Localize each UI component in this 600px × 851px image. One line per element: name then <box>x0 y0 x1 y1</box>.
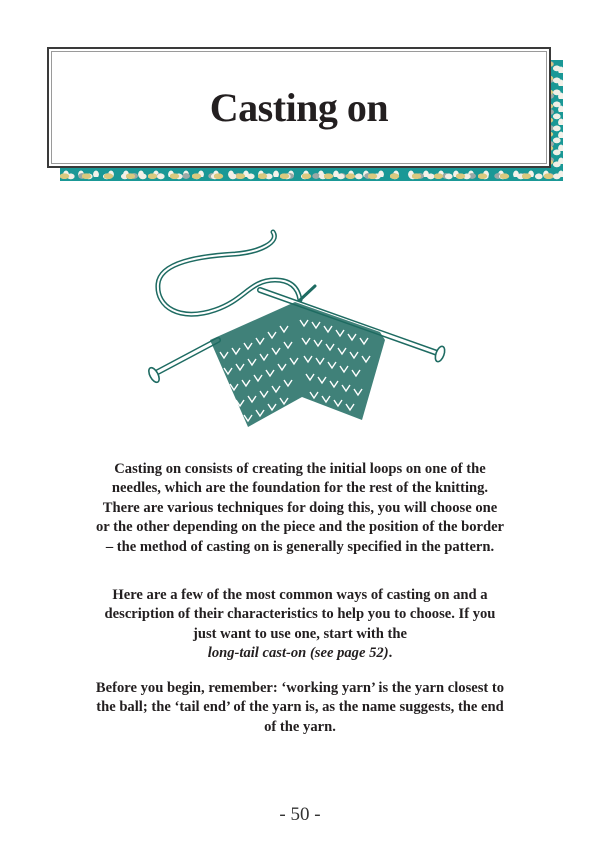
knitting-needles-icon <box>140 222 460 440</box>
paragraph-before-you-begin: Before you begin, remember: ‘working yarn’ is the yarn closest to the ball; the ‘tail end’ of the yarn is, as the name suggests, the end of the yarn. <box>95 680 505 735</box>
paragraph-end-punctuation: . <box>388 645 393 662</box>
page-title: Casting on <box>209 85 389 130</box>
paragraph-common-ways-text: Here are a few of the most common ways of casting on and a description of their characteristics to help you to choose. If you just want to use one, start with the <box>104 587 496 642</box>
title-box-inner-frame <box>51 51 547 164</box>
paragraph-common-ways <box>95 586 505 664</box>
long-tail-cast-on-reference: long-tail cast-on (see page 52) <box>207 645 389 662</box>
paragraph-intro: Casting on consists of creating the initial loops on one of the needles, which are the foundation for the rest of the knitting. There are various techniques for doing this, you will choose one or the other depending on the piece and the position of the border – the method of casting on is generally specified in the pattern. <box>95 461 505 555</box>
title-banner <box>47 47 563 181</box>
page-number: - 50 - <box>279 804 321 825</box>
title-box <box>47 47 551 168</box>
